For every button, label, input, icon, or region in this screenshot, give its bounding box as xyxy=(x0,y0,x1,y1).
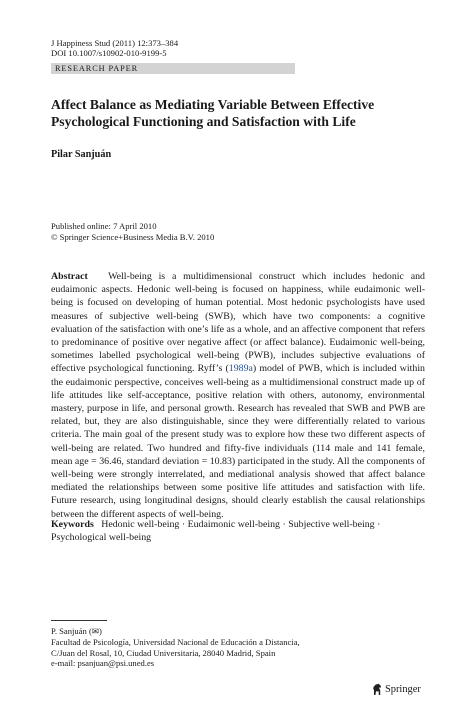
author-email[interactable]: e-mail: psanjuan@psi.uned.es xyxy=(51,658,155,669)
keywords-label: Keywords xyxy=(51,519,94,530)
springer-wordmark: Springer xyxy=(385,684,421,695)
publication-info xyxy=(51,221,214,242)
doi-line: DOI 10.1007/s10902-010-9199-5 xyxy=(51,48,167,59)
article-type-label: RESEARCH PAPER xyxy=(55,64,139,73)
journal-citation: J Happiness Stud (2011) 12:373–384 xyxy=(51,38,179,48)
published-date: Published online: 7 April 2010 xyxy=(51,221,157,231)
keywords xyxy=(51,518,425,544)
abstract-label: Abstract xyxy=(51,271,88,282)
author-name: Pilar Sanjuán xyxy=(51,149,112,160)
affiliation-name: P. Sanjuán (✉) xyxy=(51,626,102,636)
abstract xyxy=(51,270,425,521)
article-title: Affect Balance as Mediating Variable Between Effective Psychological Functioning and Satisfaction with Life xyxy=(51,97,375,129)
affiliation-line-1: Facultad de Psicología, Universidad Nacional de Educación a Distancia, xyxy=(51,636,300,647)
abstract-text-part2: ) model of PWB, which is included within the eudaimonic perspective, conceives well-being as a multidimensional construct made up of life attitudes like self-acceptance, positive relation with others, autonomy, environmental mastery, purpose in life, and personal growth. Research has revealed that SWB and PWB are related, but, they are also distinguishable, since they were differentially related to various criteria. The main goal of the present study was to explore how these two different aspects of well-being are related. Two hundred and fifty-five individuals (114 male and 141 female, mean age = 36.46, standard deviation = 10.83) participated in the study. All the components of well-being were strongly interrelated, and mediational analysis showed that affect balance mediated the relationships between some positive life attitudes and satisfaction with life. Future research, using longitudinal designs, should clearly establish the causal relationships between the different aspects of well-being. xyxy=(51,363,425,520)
springer-horse-icon xyxy=(371,683,383,696)
author-affiliation xyxy=(51,626,300,669)
article-type-band xyxy=(51,63,295,74)
affiliation-line-2: C/Juan del Rosal, 10, Ciudad Universitaria, 28040 Madrid, Spain xyxy=(51,647,276,658)
copyright-line: © Springer Science+Business Media B.V. 2010 xyxy=(51,231,215,242)
abstract-text-part1: Well-being is a multidimensional construct which includes hedonic and eudaimonic aspects. Hedonic well-being is focused on happiness, while eudaimonic well-being is focused on developing of human potential. Most hedonic psychologists have used measures of subjective well-being (SWB), which have two components: a cognitive evaluation of the satisfaction with one’s life as a whole, and an affective component that refers to predominance of positive over negative affect (or affect balance). Eudaimonic well-being, sometimes labelled psychological well-being (PWB), includes subjective evaluations of effective psychological functioning. Ryff’s ( xyxy=(51,271,425,375)
springer-logo xyxy=(371,683,421,696)
journal-meta xyxy=(51,38,178,59)
keywords-text: Hedonic well-being · Eudaimonic well-being · Subjective well-being · Psychological well-being xyxy=(51,519,381,544)
reference-link[interactable]: 1989a xyxy=(228,363,253,375)
footnote-divider xyxy=(51,620,107,621)
